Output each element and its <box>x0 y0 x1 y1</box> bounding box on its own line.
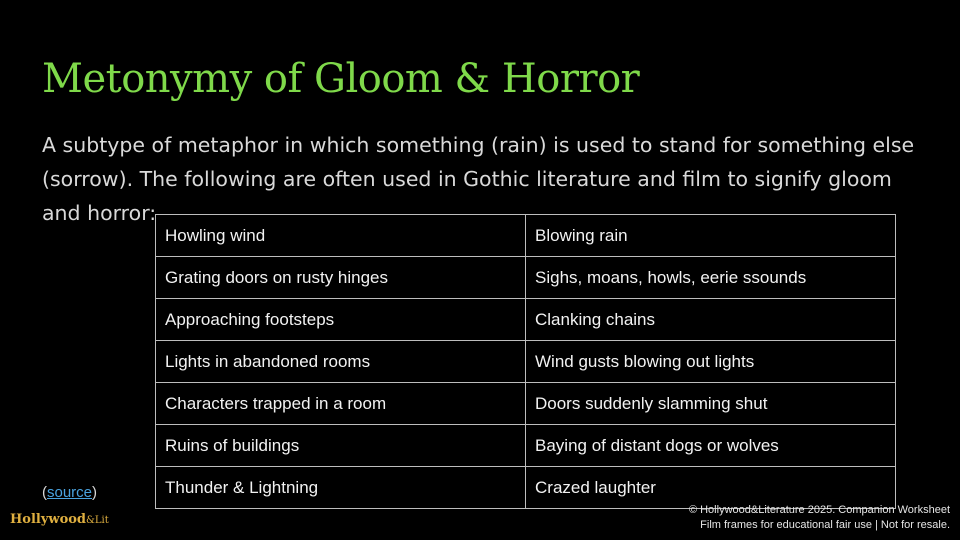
copyright-line-1: © Hollywood&Literature 2025. Companion Worksheet <box>688 504 950 516</box>
source-link[interactable]: source <box>47 484 93 501</box>
slide-title: Metonymy of Gloom & Horror <box>42 56 640 102</box>
table-cell-left: Grating doors on rusty hinges <box>156 257 526 299</box>
logo-main-text: Hollywood <box>10 512 87 527</box>
table-cell-left: Lights in abandoned rooms <box>156 341 526 383</box>
table-row <box>156 341 896 383</box>
table-cell-right: Wind gusts blowing out lights <box>526 341 896 383</box>
source-open-paren: ( <box>42 484 47 501</box>
table-cell-left: Howling wind <box>156 215 526 257</box>
table-cell-left: Characters trapped in a room <box>156 383 526 425</box>
metonymy-table <box>155 214 896 509</box>
table-cell-right: Blowing rain <box>526 215 896 257</box>
table-row <box>156 215 896 257</box>
table-cell-left: Approaching footsteps <box>156 299 526 341</box>
table-row <box>156 425 896 467</box>
source-line <box>42 484 97 501</box>
table-row <box>156 299 896 341</box>
table-cell-right: Clanking chains <box>526 299 896 341</box>
copyright-notice <box>689 503 950 533</box>
logo-suffix-text: &Lit <box>86 515 109 526</box>
table-cell-right: Crazed laughter <box>526 467 896 509</box>
intro-paragraph: A subtype of metaphor in which something (rain) is used to stand for something else (sorrow). The following are often used in Gothic literature and film to signify gloom and horror: <box>42 133 915 225</box>
hollywood-lit-logo <box>10 512 109 527</box>
table-cell-right: Sighs, moans, howls, eerie ssounds <box>526 257 896 299</box>
table-cell-left: Thunder & Lightning <box>156 467 526 509</box>
table-row <box>156 383 896 425</box>
source-close-paren: ) <box>92 484 98 501</box>
table-cell-right: Baying of distant dogs or wolves <box>526 425 896 467</box>
table-cell-right: Doors suddenly slamming shut <box>526 383 896 425</box>
copyright-line-2: Film frames for educational fair use | Not for resale. <box>700 519 950 531</box>
table-cell-left: Ruins of buildings <box>156 425 526 467</box>
table-row <box>156 257 896 299</box>
